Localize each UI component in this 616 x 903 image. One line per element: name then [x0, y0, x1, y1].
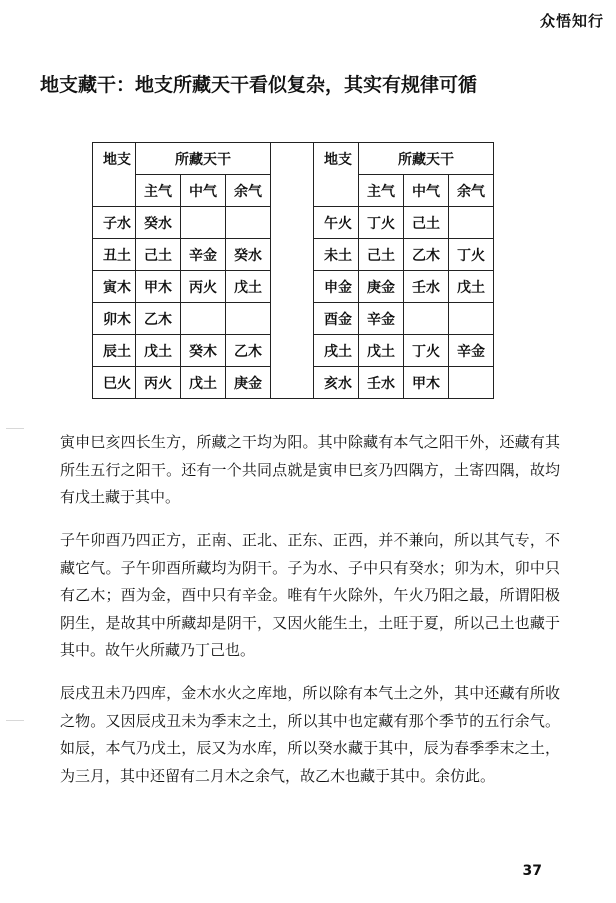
- header-dizhi-right: 地支: [314, 143, 359, 207]
- table-cell: 癸水: [136, 207, 181, 239]
- table-cell: [449, 207, 494, 239]
- sub-zhuqi-right: 主气: [359, 175, 404, 207]
- sub-yuqi-right: 余气: [449, 175, 494, 207]
- header-canggan-left: 所藏天干: [136, 143, 271, 175]
- table-cell: 戊土: [226, 271, 271, 303]
- table-cell: 庚金: [226, 367, 271, 399]
- table-cell: 己土: [404, 207, 449, 239]
- table-cell: 辛金: [359, 303, 404, 335]
- table-cell: 丙火: [181, 271, 226, 303]
- table-cell: 己土: [136, 239, 181, 271]
- table-cell: 午火: [314, 207, 359, 239]
- table-cell: 己土: [359, 239, 404, 271]
- table-cell: 乙木: [136, 303, 181, 335]
- table-cell: 寅木: [93, 271, 136, 303]
- margin-mark: [6, 428, 24, 429]
- sub-zhuqi-left: 主气: [136, 175, 181, 207]
- table-cell: 戊土: [181, 367, 226, 399]
- table-cell: 壬水: [404, 271, 449, 303]
- table-cell: [404, 303, 449, 335]
- table-cell: 辛金: [449, 335, 494, 367]
- table-cell: 酉金: [314, 303, 359, 335]
- table-cell: 丁火: [449, 239, 494, 271]
- section-heading: 地支藏干：地支所藏天干看似复杂，其实有规律可循: [40, 74, 478, 96]
- table-cell: 卯木: [93, 303, 136, 335]
- table-cell: 丁火: [359, 207, 404, 239]
- table-cell: 丑土: [93, 239, 136, 271]
- table-cell: 戊土: [359, 335, 404, 367]
- table-cell: [449, 367, 494, 399]
- table-cell: 亥水: [314, 367, 359, 399]
- sub-yuqi-left: 余气: [226, 175, 271, 207]
- margin-mark: [6, 720, 24, 721]
- table-cell: 戌土: [314, 335, 359, 367]
- table-cell: [226, 303, 271, 335]
- paragraph-1: 寅申巳亥四长生方，所藏之干均为阳。其中除藏有本气之阳干外，还藏有其所生五行之阳干。还有一个共同点就是寅申巳亥乃四隅方，土寄四隅，故均有戊土藏于其中。: [60, 433, 560, 506]
- table-cell: 未土: [314, 239, 359, 271]
- sub-zhongqi-left: 中气: [181, 175, 226, 207]
- header-dizhi-left: 地支: [93, 143, 136, 207]
- table-header-row: [93, 143, 494, 175]
- running-header: 众悟知行: [539, 12, 604, 30]
- table-cell: 戊土: [136, 335, 181, 367]
- page-number: 37: [522, 863, 542, 879]
- table-cell: 申金: [314, 271, 359, 303]
- table-cell: 丁火: [404, 335, 449, 367]
- table-cell: [226, 207, 271, 239]
- table-cell: 甲木: [136, 271, 181, 303]
- table-cell: 丙火: [136, 367, 181, 399]
- table-cell: 辛金: [181, 239, 226, 271]
- paragraph-3: 辰戌丑未乃四库，金木水火之库地，所以除有本气土之外，其中还藏有所收之物。又因辰戌丑未为季末之土，所以其中也定藏有那个季节的五行余气。如辰，本气乃戊土，辰又为水库，所以癸水藏于其中，辰为春季季末之土，为三月，其中还留有二月木之余气，故乙木也藏于其中。余仿此。: [60, 684, 560, 785]
- table-cell: 辰土: [93, 335, 136, 367]
- table-cell: 乙木: [404, 239, 449, 271]
- table-cell: 庚金: [359, 271, 404, 303]
- table-cell: [449, 303, 494, 335]
- table-cell: [181, 207, 226, 239]
- table-cell: 乙木: [226, 335, 271, 367]
- table-cell: 甲木: [404, 367, 449, 399]
- table-cell: 癸木: [181, 335, 226, 367]
- table-cell: 巳火: [93, 367, 136, 399]
- dizhi-canggan-table: [92, 142, 494, 399]
- table-cell: 癸水: [226, 239, 271, 271]
- table-spacer: [271, 143, 314, 399]
- table-cell: 子水: [93, 207, 136, 239]
- sub-zhongqi-right: 中气: [404, 175, 449, 207]
- table-cell: 壬水: [359, 367, 404, 399]
- table-cell: 戊土: [449, 271, 494, 303]
- header-canggan-right: 所藏天干: [359, 143, 494, 175]
- paragraph-2: 子午卯酉乃四正方，正南、正北、正东、正西，并不兼向，所以其气专，不藏它气。子午卯酉所藏均为阴干。子为水、子中只有癸水；卯为木，卯中只有乙木；酉为金，酉中只有辛金。唯有午火除外，午火乃阳之最，所谓阳极阴生，是故其中所藏却是阴干，又因火能生土，土旺于夏，所以己土也藏于其中。故午火所藏乃丁己也。: [60, 531, 560, 659]
- table-cell: [181, 303, 226, 335]
